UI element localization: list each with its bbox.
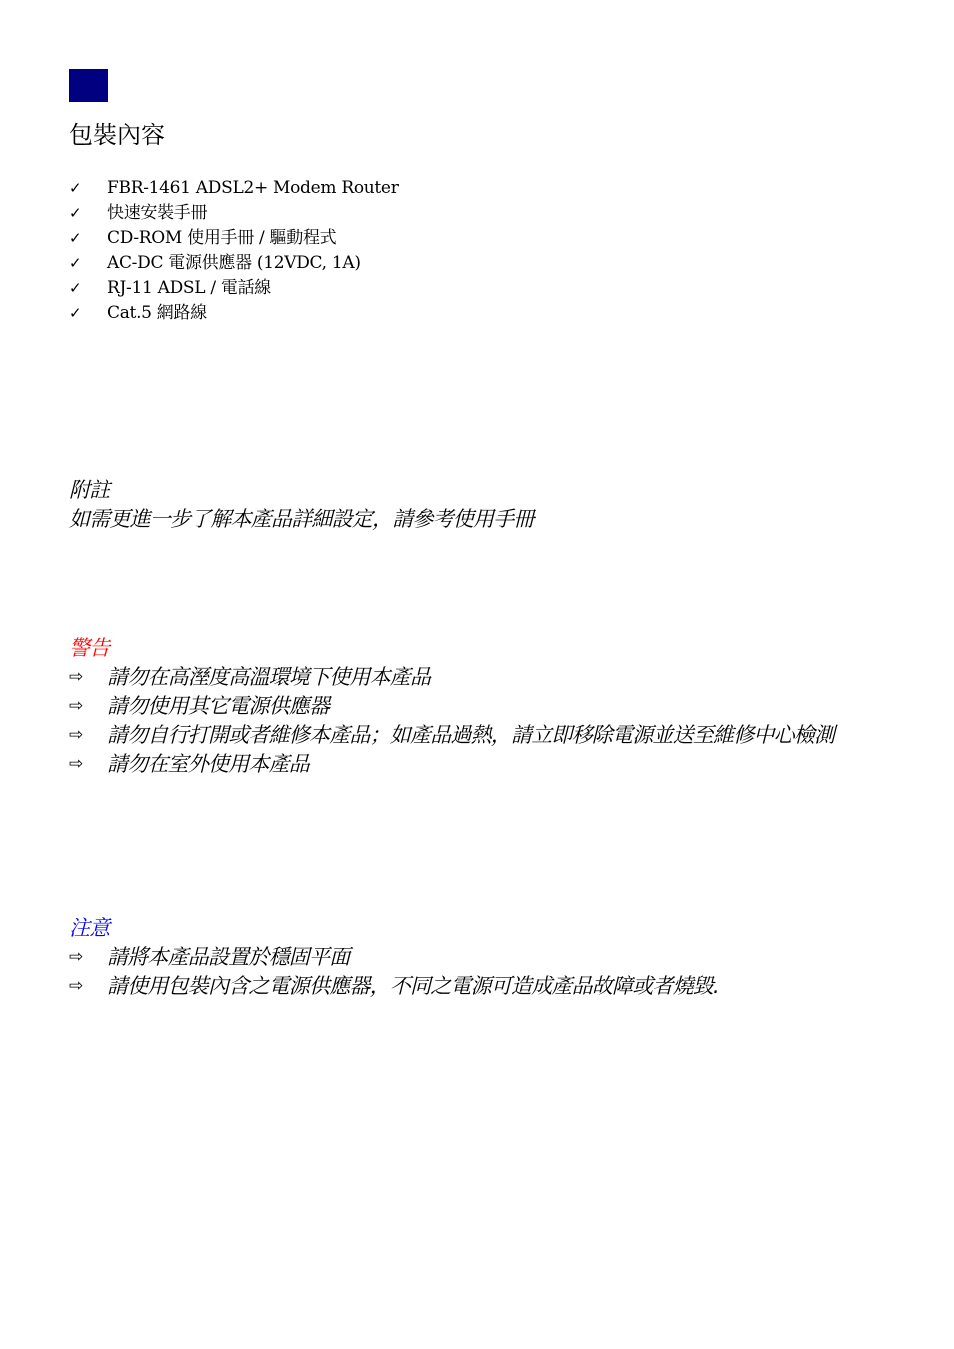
list-item-text: 請將本產品設置於穩固平面 xyxy=(107,945,350,969)
checkmark-icon: ✓ xyxy=(69,204,82,222)
checkmark-icon: ✓ xyxy=(69,229,82,247)
warning-list xyxy=(69,663,899,779)
note-section xyxy=(69,476,534,534)
list-item xyxy=(69,972,899,1001)
checkmark-icon: ✓ xyxy=(69,279,82,297)
list-item-text: 請使用包裝內含之電源供應器，不同之電源可造成產品故障或者燒毀. xyxy=(107,974,719,998)
list-item-text: FBR-1461 ADSL2+ Modem Router xyxy=(107,178,399,198)
list-item-text: 請勿自行打開或者維修本產品；如產品過熱，請立即移除電源並送至維修中心檢測 xyxy=(107,723,835,747)
outline-arrow-right-icon: ⇨ xyxy=(69,725,84,745)
checkmark-icon: ✓ xyxy=(69,304,82,322)
list-item-text: 快速安裝手冊 xyxy=(107,203,208,223)
outline-arrow-right-icon: ⇨ xyxy=(69,754,84,774)
warning-section xyxy=(69,634,899,779)
checkmark-icon: ✓ xyxy=(69,254,82,272)
caution-section xyxy=(69,914,899,1001)
list-item-text: Cat.5 網路線 xyxy=(107,303,207,323)
outline-arrow-right-icon: ⇨ xyxy=(69,696,84,716)
caution-list xyxy=(69,943,899,1001)
note-heading: 附註 xyxy=(69,478,110,502)
outline-arrow-right-icon: ⇨ xyxy=(69,976,84,996)
list-item xyxy=(69,692,899,721)
list-item-text: 請勿在高溼度高溫環境下使用本產品 xyxy=(107,665,431,689)
page-title: 包裝內容 xyxy=(69,121,165,149)
list-item-text: 請勿使用其它電源供應器 xyxy=(107,694,330,718)
caution-heading: 注意 xyxy=(69,916,110,940)
list-item xyxy=(69,663,899,692)
list-item-text: CD-ROM 使用手冊 / 驅動程式 xyxy=(107,228,337,248)
list-item-text: 請勿在室外使用本產品 xyxy=(107,752,309,776)
list-item xyxy=(69,750,899,779)
warning-heading: 警告 xyxy=(69,636,110,660)
list-item xyxy=(69,943,899,972)
note-text: 如需更進一步了解本產品詳細設定，請參考使用手冊 xyxy=(69,507,534,531)
section-marker-block xyxy=(69,69,108,102)
outline-arrow-right-icon: ⇨ xyxy=(69,947,84,967)
checkmark-icon: ✓ xyxy=(69,179,82,197)
list-item xyxy=(69,721,899,750)
outline-arrow-right-icon: ⇨ xyxy=(69,667,84,687)
list-item-text: AC-DC 電源供應器 (12VDC, 1A) xyxy=(107,253,361,273)
list-item-text: RJ-11 ADSL / 電話線 xyxy=(107,278,271,298)
